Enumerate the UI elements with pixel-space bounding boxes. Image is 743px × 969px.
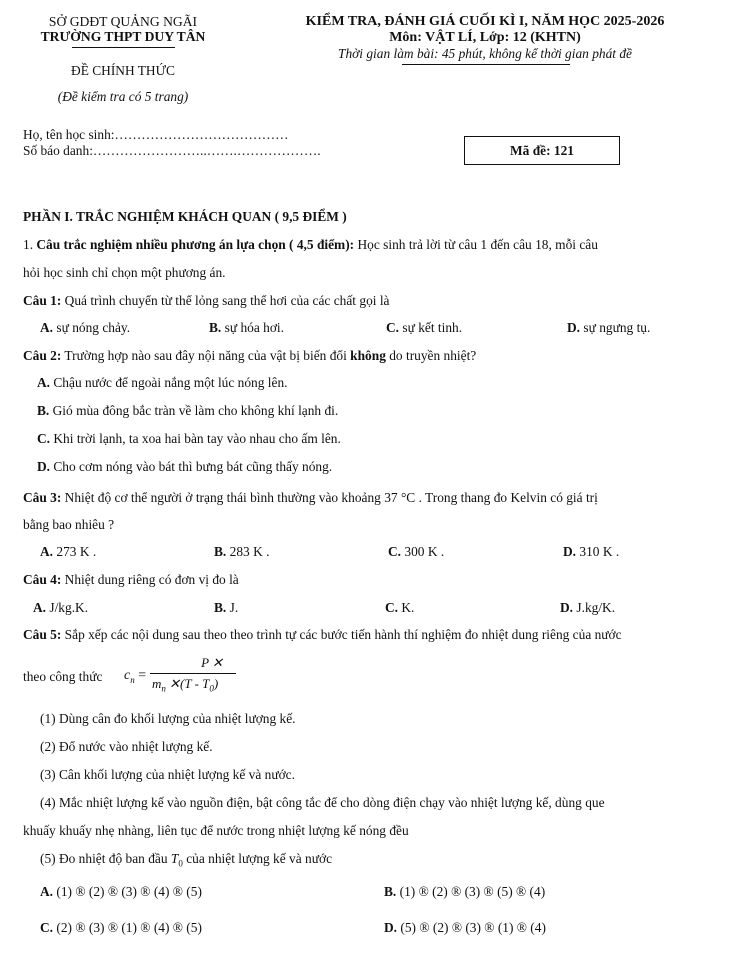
option-text: K. — [398, 600, 415, 615]
option-text: 283 K . — [226, 544, 270, 559]
step5-text-end: của nhiệt lượng kế và nước — [182, 851, 333, 866]
q3-option-d[interactable] — [563, 544, 619, 560]
q3-stem-line2: bằng bao nhiêu ? — [23, 517, 115, 532]
q5-step4-line2: khuấy khuấy nhẹ nhàng, liên tục để nước trong nhiệt lượng kế nóng đều — [23, 823, 409, 838]
formula-close: ) — [213, 676, 219, 691]
q5-text: Sắp xếp các nội dung sau theo theo trình tự các bước tiến hành thí nghiệm đo nhiệt dung riêng của nước — [61, 627, 622, 642]
option-text: 300 K . — [401, 544, 445, 559]
option-text: sự ngưng tụ. — [580, 320, 651, 335]
q3-label: Câu 3: — [23, 490, 62, 505]
q4-label: Câu 4: — [23, 572, 62, 587]
formula-numerator: P ✕ — [201, 655, 223, 670]
option-text: (1) ® (2) ® (3) ® (4) ® (5) — [53, 884, 202, 899]
option-text: Gió mùa đông bắc tràn về làm cho không khí lạnh đi. — [49, 403, 339, 418]
option-letter: D. — [567, 320, 581, 335]
part1-title: PHẦN I. TRẮC NGHIỆM KHÁCH QUAN ( 9,5 ĐIỂM ) — [23, 209, 347, 224]
formula-lead: theo công thức — [23, 669, 103, 684]
q1-option-b[interactable] — [209, 320, 284, 336]
option-letter: A. — [40, 544, 54, 559]
option-text: Cho cơm nóng vào bát thì bưng bát cũng thấy nóng. — [50, 459, 333, 474]
formula-c: c — [124, 668, 131, 683]
formula-c-sub: n — [130, 674, 135, 685]
q5-option-a[interactable] — [40, 884, 202, 900]
step5-T-sub: 0 — [178, 858, 183, 869]
q4-text: Nhiệt dung riêng có đơn vị đo là — [61, 572, 239, 587]
q3-stem-line1 — [23, 490, 598, 506]
formula-denominator — [152, 676, 218, 694]
option-text: (5) ® (2) ® (3) ® (1) ® (4) — [397, 920, 546, 935]
official-label: ĐỀ CHÍNH THỨC — [71, 63, 175, 78]
q1-option-d[interactable] — [567, 320, 650, 336]
q2-text-end: do truyền nhiệt? — [385, 348, 477, 363]
option-letter: C. — [37, 431, 51, 446]
q4-stem — [23, 572, 239, 588]
q5-option-d[interactable] — [384, 920, 546, 936]
q5-label: Câu 5: — [23, 627, 62, 642]
option-letter: B. — [37, 403, 50, 418]
option-text: (1) ® (2) ® (3) ® (5) ® (4) — [396, 884, 546, 899]
q2-emphasis: không — [350, 348, 386, 363]
option-letter: A. — [40, 884, 54, 899]
step5-T: T — [170, 851, 179, 866]
option-text: Khi trời lạnh, ta xoa hai bàn tay vào nhau cho ấm lên. — [50, 431, 341, 446]
formula-m-sub: n — [161, 683, 166, 694]
q3-option-b[interactable] — [214, 544, 269, 560]
q3-option-a[interactable] — [40, 544, 96, 560]
option-letter: C. — [385, 600, 399, 615]
q2-text: Trường hợp nào sau đây nội năng của vật bị biến đổi — [61, 348, 351, 363]
q1-label: Câu 1: — [23, 293, 62, 308]
option-letter: D. — [560, 600, 574, 615]
q5-stem — [23, 627, 622, 643]
option-letter: D. — [384, 920, 398, 935]
option-text: 273 K . — [53, 544, 97, 559]
q5-option-b[interactable] — [384, 884, 545, 900]
option-text: (2) ® (3) ® (1) ® (4) ® (5) — [53, 920, 202, 935]
dept-name: SỞ GDĐT QUẢNG NGÃI — [48, 14, 198, 29]
q2-label: Câu 2: — [23, 348, 62, 363]
q5-step4-line1: (4) Mắc nhiệt lượng kế vào nguồn điện, bật công tắc để cho dòng điện chạy vào nhiệt lượng kế, dùng que — [40, 795, 605, 810]
formula-t0-sub: 0 — [209, 683, 214, 694]
part1-intro-line2: hỏi học sinh chỉ chọn một phương án. — [23, 265, 226, 280]
q3-option-c[interactable] — [388, 544, 444, 560]
q4-option-d[interactable] — [560, 600, 615, 616]
option-letter: C. — [386, 320, 400, 335]
q5-step3: (3) Cân khối lượng của nhiệt lượng kế và nước. — [40, 767, 295, 782]
option-letter: D. — [563, 544, 577, 559]
q1-text: Quá trình chuyển từ thể lỏng sang thể hơi của các chất gọi là — [61, 293, 390, 308]
option-letter: B. — [214, 544, 227, 559]
school-name: TRƯỜNG THPT DUY TÂN — [40, 29, 206, 44]
option-letter: A. — [37, 375, 51, 390]
option-letter: B. — [384, 884, 397, 899]
formula-m: m — [152, 676, 162, 691]
option-text: sự nóng chảy. — [53, 320, 131, 335]
q4-option-a[interactable] — [33, 600, 88, 616]
option-letter: B. — [209, 320, 222, 335]
q4-option-c[interactable] — [385, 600, 414, 616]
exam-code: Mã đề: 121 — [510, 142, 574, 158]
option-letter: C. — [388, 544, 402, 559]
formula-lhs — [124, 668, 146, 685]
intro-rest: Học sinh trả lời từ câu 1 đến câu 18, mỗi câu — [354, 237, 598, 252]
q2-stem — [23, 348, 476, 364]
q2-option-d[interactable] — [37, 459, 332, 475]
q1-stem — [23, 293, 390, 309]
option-text: sự kết tinh. — [399, 320, 463, 335]
q3-text: Nhiệt độ cơ thể người ở trạng thái bình thường vào khoảng 37 °C . Trong thang đo Kelvin có giá trị — [61, 490, 598, 505]
exam-code-box — [464, 136, 620, 165]
q5-option-c[interactable] — [40, 920, 202, 936]
option-letter: D. — [37, 459, 51, 474]
pages-note: (Đề kiểm tra có 5 trang) — [57, 89, 189, 104]
student-id-line: Số báo danh:……………………..…….………………. — [23, 143, 321, 158]
option-text: sự hóa hơi. — [221, 320, 284, 335]
option-text: J.kg/K. — [573, 600, 616, 615]
q5-step2: (2) Đổ nước vào nhiệt lượng kế. — [40, 739, 213, 754]
q4-option-b[interactable] — [214, 600, 238, 616]
equals-sign: = — [134, 668, 147, 683]
intro-bold: Câu trắc nghiệm nhiều phương án lựa chọn ( 4,5 điểm): — [36, 237, 355, 252]
exam-title: KIỂM TRA, ĐÁNH GIÁ CUỐI KÌ I, NĂM HỌC 2025-2026 — [305, 14, 665, 29]
q5-step1: (1) Dùng cân đo khối lượng của nhiệt lượng kế. — [40, 711, 296, 726]
school-underline — [72, 47, 175, 48]
q1-option-a[interactable] — [40, 320, 130, 336]
option-letter: A. — [33, 600, 47, 615]
intro-number: 1. — [23, 237, 37, 252]
q2-option-c[interactable] — [37, 431, 341, 447]
subject-line: Môn: VẬT LÍ, Lớp: 12 (KHTN) — [389, 30, 581, 45]
option-letter: C. — [40, 920, 54, 935]
option-text: Chậu nước để ngoài nắng một lúc nóng lên. — [50, 375, 288, 390]
formula-bar — [150, 673, 236, 674]
option-text: 310 K . — [576, 544, 620, 559]
student-name-line: Họ, tên học sinh:………………………………… — [23, 127, 289, 142]
option-text: J/kg.K. — [46, 600, 89, 615]
option-text: J. — [226, 600, 239, 615]
q2-option-a[interactable] — [37, 375, 288, 391]
option-letter: B. — [214, 600, 227, 615]
q1-option-c[interactable] — [386, 320, 462, 336]
time-underline — [402, 64, 570, 65]
q5-step5 — [40, 851, 332, 869]
formula-den-rest: ✕(T - T — [165, 676, 210, 691]
option-letter: A. — [40, 320, 54, 335]
part1-intro-line1 — [23, 237, 598, 253]
step5-text: (5) Đo nhiệt độ ban đầu — [40, 851, 171, 866]
time-line: Thời gian làm bài: 45 phút, không kể thời gian phát đề — [338, 46, 632, 61]
q2-option-b[interactable] — [37, 403, 338, 419]
